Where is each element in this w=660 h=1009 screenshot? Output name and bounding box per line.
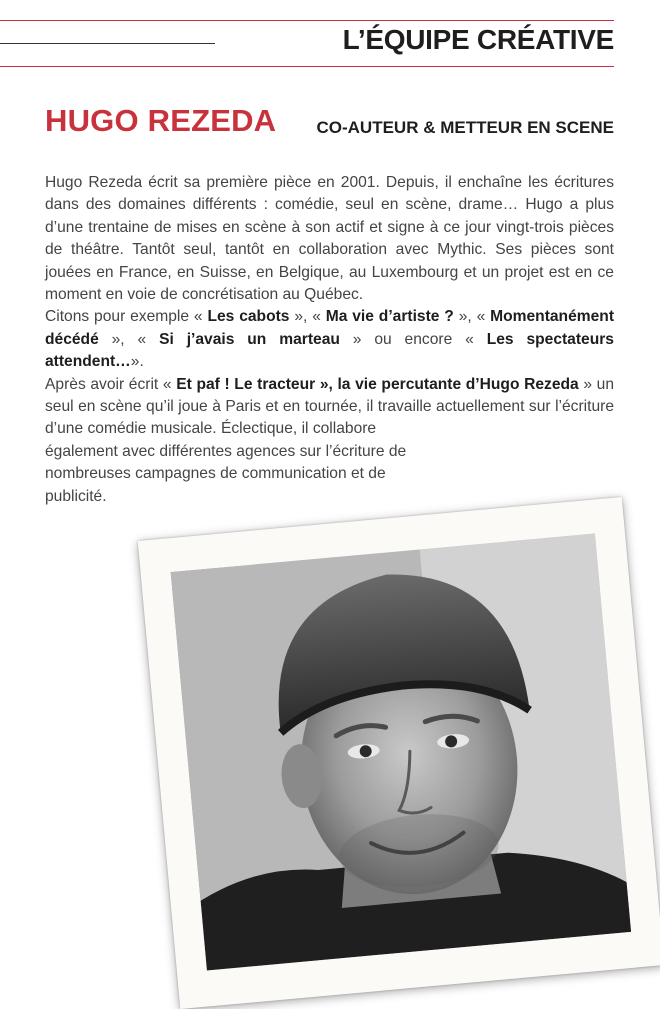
- bio-text: », «: [289, 308, 326, 326]
- play-title: Les spectateurs attendent…: [45, 330, 614, 371]
- bio-text: ».: [130, 353, 144, 371]
- person-name: HUGO REZEDA: [45, 103, 277, 138]
- bio-paragraph-3: [45, 374, 614, 441]
- bio-text: Après avoir écrit «: [45, 375, 177, 393]
- section-title: L’ÉQUIPE CRÉATIVE: [342, 24, 614, 55]
- bio-text: », «: [98, 330, 160, 348]
- bio-paragraph-1: Hugo Rezeda écrit sa première pièce en 2001. Depuis, il enchaîne les écritures dans des domaines différents : comédie, seul en scène, drame… Hugo a plus d’une trentaine de mises en scène à son actif et signe à ce jour vingt-trois pièces de théâtre. Tantôt seul, tantôt en collaboration avec Mythic. Ses pièces sont jouées en France, en Suisse, en Belgique, au Luxembourg et un projet est en ce moment en voie de concrétisation au Québec.: [45, 174, 614, 304]
- bio-text: », «: [453, 308, 491, 326]
- portrait-illustration: [171, 534, 631, 971]
- bio-text: » ou encore «: [339, 330, 487, 348]
- polaroid-frame: [138, 497, 660, 1009]
- portrait-photo: [171, 534, 631, 971]
- play-title: Ma vie d’artiste ?: [325, 308, 454, 326]
- biography: [45, 172, 614, 508]
- bio-text: Citons pour exemple «: [45, 308, 208, 326]
- bio-paragraph-3-line: nombreuses campagnes de communication et de: [45, 465, 386, 483]
- play-title: Momentanément décédé: [45, 308, 615, 348]
- show-title: Et paf ! Le tracteur », la vie percutante d’Hugo Rezeda: [176, 375, 579, 393]
- header-rule-short: [0, 43, 215, 44]
- bio-text: » un seul en scène qu’il joue à Paris et en tournée, il travaille actuellement sur l’écriture d’une comédie musicale. Éclectique, il collabore: [45, 375, 615, 438]
- person-role: CO-AUTEUR & METTEUR EN SCENE: [316, 118, 614, 137]
- play-title: Les cabots: [207, 308, 290, 326]
- header-rule-bottom: [0, 66, 614, 67]
- bio-paragraph-3-line: publicité.: [45, 487, 107, 505]
- bio-paragraph-3-line: également avec différentes agences sur l’écriture de: [45, 442, 407, 460]
- header-rule-top: [0, 20, 614, 21]
- bio-paragraph-2: [45, 306, 614, 373]
- play-title: Si j’avais un marteau: [159, 330, 340, 348]
